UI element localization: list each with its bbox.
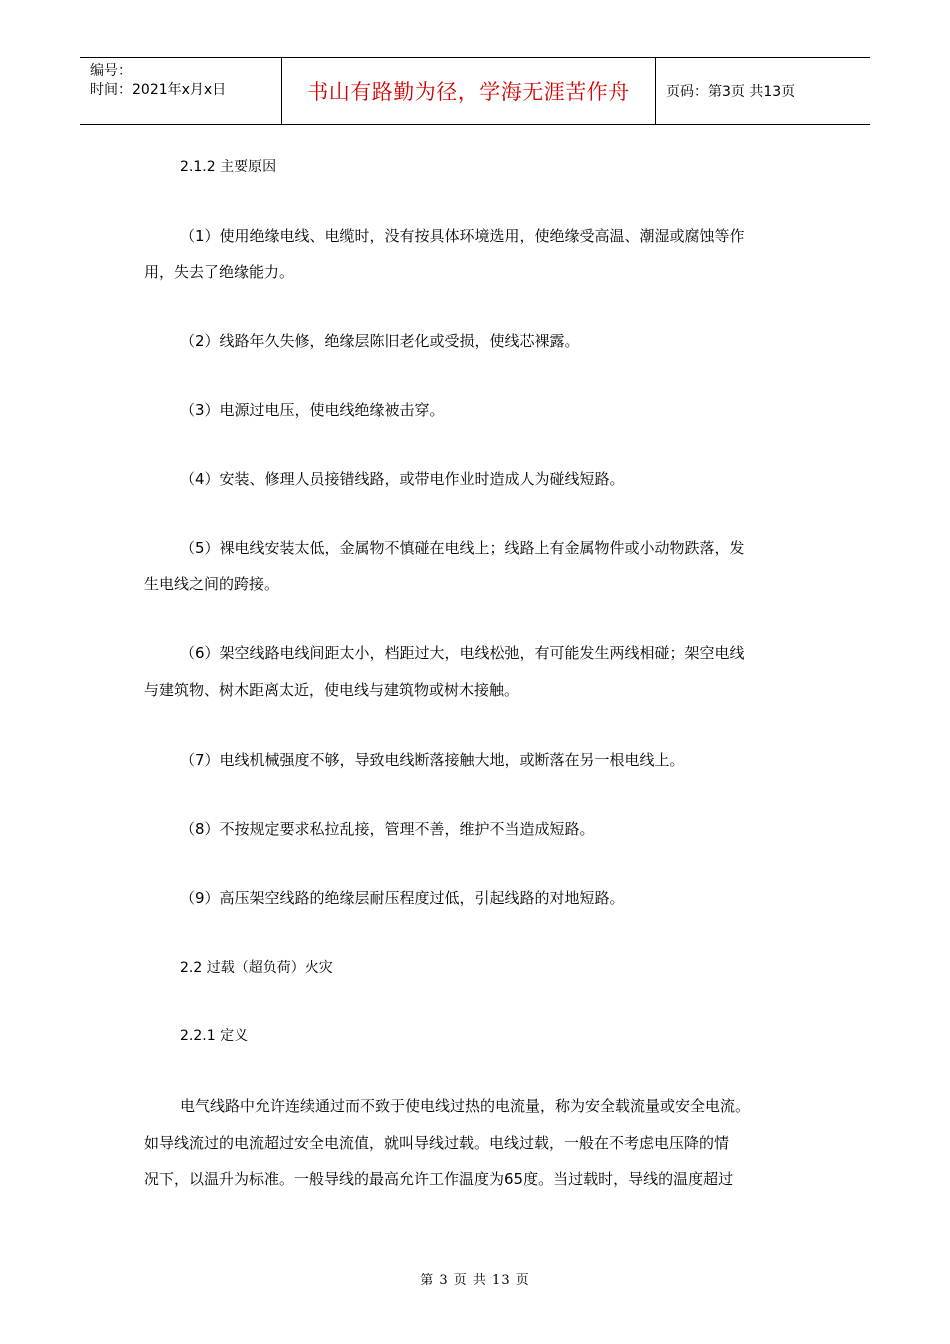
paragraph-line: （1）使用绝缘电线、电缆时，没有按具体环境选用，使绝缘受高温、潮湿或腐蚀等作 bbox=[180, 227, 745, 245]
paragraph-line: （4）安装、修理人员接错线路，或带电作业时造成人为碰线短路。 bbox=[180, 470, 625, 488]
paragraph-line: 用，失去了绝缘能力。 bbox=[144, 263, 295, 281]
paragraph-line: 电气线路中允许连续通过而不致于使电线过热的电流量，称为安全载流量或安全电流。 bbox=[180, 1097, 751, 1115]
motto: 书山有路勤为径，学海无涯苦作舟 bbox=[307, 80, 630, 104]
header-table bbox=[80, 57, 870, 125]
header-motto-cell bbox=[282, 58, 656, 124]
paragraph-line: （5）裸电线安装太低，金属物不慎碰在电线上；线路上有金属物件或小动物跌落，发 bbox=[180, 539, 745, 557]
header-meta-cell bbox=[80, 58, 282, 124]
paragraph-line: 与建筑物、树木距离太近，使电线与建筑物或树木接触。 bbox=[144, 681, 520, 699]
paragraph-line: 如导线流过的电流超过安全电流值，就叫导线过载。电线过载，一般在不考虑电压降的情 bbox=[144, 1134, 730, 1152]
paragraph-line: 况下，以温升为标准。一般导线的最高允许工作温度为65度。当过载时，导线的温度超过 bbox=[144, 1170, 734, 1188]
paragraph-line: （9）高压架空线路的绝缘层耐压程度过低，引起线路的对地短路。 bbox=[180, 889, 625, 907]
section-heading: 2.2.1 定义 bbox=[180, 1028, 249, 1044]
paragraph-line: （8）不按规定要求私拉乱接，管理不善，维护不当造成短路。 bbox=[180, 820, 595, 838]
code-label: 编号： bbox=[90, 63, 132, 79]
section-heading: 2.1.2 主要原因 bbox=[180, 159, 277, 175]
paragraph-line: （6）架空线路电线间距太小，档距过大，电线松弛，有可能发生两线相碰；架空电线 bbox=[180, 644, 745, 662]
header-page-cell bbox=[656, 58, 870, 124]
paragraph-line: （2）线路年久失修，绝缘层陈旧老化或受损，使线芯裸露。 bbox=[180, 332, 580, 350]
section-heading: 2.2 过载（超负荷）火灾 bbox=[180, 960, 333, 976]
page-info: 页码：第3页 共13页 bbox=[666, 84, 796, 100]
paragraph-line: （7）电线机械强度不够，导致电线断落接触大地，或断落在另一根电线上。 bbox=[180, 751, 685, 769]
paragraph-line: 生电线之间的跨接。 bbox=[144, 575, 280, 593]
paragraph-line: （3）电源过电压，使电线绝缘被击穿。 bbox=[180, 401, 445, 419]
page-footer: 第 3 页 共 13 页 bbox=[420, 1273, 530, 1288]
time-label: 时间：2021年x月x日 bbox=[90, 82, 227, 98]
